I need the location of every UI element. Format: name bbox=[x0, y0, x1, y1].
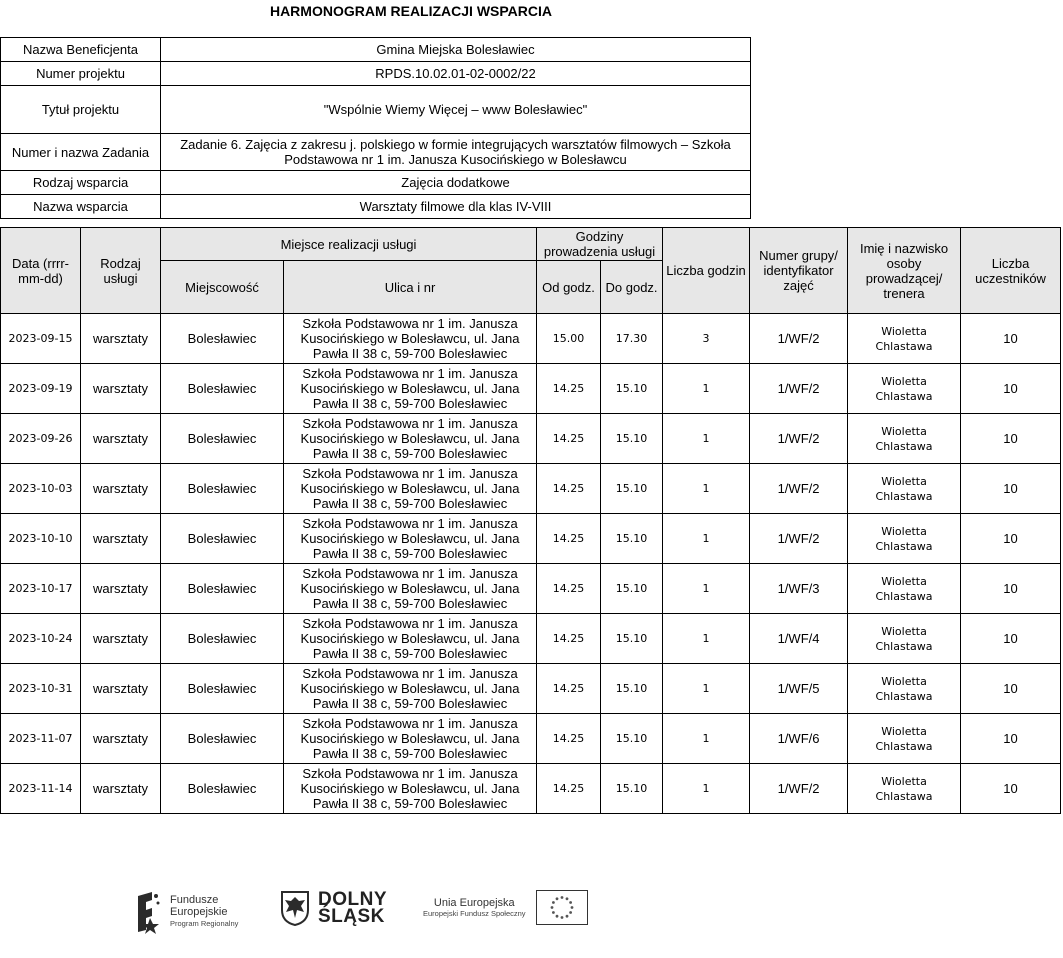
row-group: 1/WF/2 bbox=[750, 414, 848, 464]
info-value: Zadanie 6. Zajęcia z zakresu j. polskiego w formie integrujących warsztatów filmowych – Szkoła Podstawowa nr 1 im. Janusza Kusocińskiego w Bolesławcu bbox=[161, 134, 751, 171]
row-from: 14.25 bbox=[537, 614, 601, 664]
header-type: Rodzaj usługi bbox=[81, 228, 161, 314]
row-street: Szkoła Podstawowa nr 1 im. Janusza Kusocińskiego w Bolesławcu, ul. Jana Pawła II 38 c, 59-700 Bolesławiec bbox=[284, 314, 537, 364]
row-date: 2023-11-14 bbox=[1, 764, 81, 814]
row-street: Szkoła Podstawowa nr 1 im. Janusza Kusocińskiego w Bolesławcu, ul. Jana Pawła II 38 c, 59-700 Bolesławiec bbox=[284, 614, 537, 664]
row-city: Bolesławiec bbox=[161, 614, 284, 664]
table-row bbox=[1, 664, 1061, 714]
table-row bbox=[1, 314, 1061, 364]
header-to: Do godz. bbox=[601, 261, 663, 314]
row-group: 1/WF/2 bbox=[750, 764, 848, 814]
table-row bbox=[1, 514, 1061, 564]
row-city: Bolesławiec bbox=[161, 664, 284, 714]
ds-line2: ŚLĄSK bbox=[318, 906, 385, 927]
row-from: 14.25 bbox=[537, 364, 601, 414]
row-hours: 1 bbox=[663, 514, 750, 564]
row-participants: 10 bbox=[961, 514, 1061, 564]
row-to: 15.10 bbox=[601, 514, 663, 564]
info-value: Zajęcia dodatkowe bbox=[161, 171, 751, 195]
row-group: 1/WF/6 bbox=[750, 714, 848, 764]
row-trainer: Wioletta Chlastawa bbox=[848, 664, 961, 714]
info-label: Rodzaj wsparcia bbox=[1, 171, 161, 195]
project-info-table bbox=[0, 37, 751, 219]
row-from: 14.25 bbox=[537, 714, 601, 764]
row-type: warsztaty bbox=[81, 614, 161, 664]
header-count-hours: Liczba godzin bbox=[663, 228, 750, 314]
row-hours: 1 bbox=[663, 664, 750, 714]
row-trainer: Wioletta Chlastawa bbox=[848, 364, 961, 414]
row-to: 15.10 bbox=[601, 464, 663, 514]
footer-logos bbox=[0, 890, 1063, 940]
row-city: Bolesławiec bbox=[161, 564, 284, 614]
row-from: 14.25 bbox=[537, 664, 601, 714]
row-participants: 10 bbox=[961, 664, 1061, 714]
header-place: Miejsce realizacji usługi bbox=[161, 228, 537, 261]
row-hours: 3 bbox=[663, 314, 750, 364]
row-hours: 1 bbox=[663, 414, 750, 464]
page-title: HARMONOGRAM REALIZACJI WSPARCIA bbox=[269, 3, 553, 19]
fe-logo bbox=[136, 890, 238, 934]
table-row bbox=[1, 464, 1061, 514]
row-date: 2023-10-03 bbox=[1, 464, 81, 514]
row-hours: 1 bbox=[663, 714, 750, 764]
row-date: 2023-10-31 bbox=[1, 664, 81, 714]
row-from: 15.00 bbox=[537, 314, 601, 364]
row-city: Bolesławiec bbox=[161, 714, 284, 764]
eu-flag-icon bbox=[536, 890, 588, 925]
row-from: 14.25 bbox=[537, 464, 601, 514]
row-to: 15.10 bbox=[601, 764, 663, 814]
row-hours: 1 bbox=[663, 564, 750, 614]
row-date: 2023-09-19 bbox=[1, 364, 81, 414]
info-label: Tytuł projektu bbox=[1, 86, 161, 134]
info-row bbox=[1, 171, 751, 195]
row-participants: 10 bbox=[961, 614, 1061, 664]
fe-line1: Fundusze bbox=[170, 894, 219, 906]
info-row bbox=[1, 134, 751, 171]
ue-logo bbox=[423, 890, 588, 925]
row-group: 1/WF/2 bbox=[750, 314, 848, 364]
row-date: 2023-10-24 bbox=[1, 614, 81, 664]
row-to: 17.30 bbox=[601, 314, 663, 364]
row-street: Szkoła Podstawowa nr 1 im. Janusza Kusocińskiego w Bolesławcu, ul. Jana Pawła II 38 c, 59-700 Bolesławiec bbox=[284, 514, 537, 564]
ue-sub: Europejski Fundusz Społeczny bbox=[423, 909, 526, 918]
ds-line1: DOLNY bbox=[318, 889, 387, 910]
schedule-table bbox=[0, 227, 1061, 814]
row-type: warsztaty bbox=[81, 364, 161, 414]
row-city: Bolesławiec bbox=[161, 514, 284, 564]
info-row bbox=[1, 62, 751, 86]
row-type: warsztaty bbox=[81, 514, 161, 564]
row-trainer: Wioletta Chlastawa bbox=[848, 714, 961, 764]
table-row bbox=[1, 414, 1061, 464]
row-from: 14.25 bbox=[537, 414, 601, 464]
info-label: Numer projektu bbox=[1, 62, 161, 86]
info-label: Nazwa Beneficjenta bbox=[1, 38, 161, 62]
row-participants: 10 bbox=[961, 564, 1061, 614]
row-city: Bolesławiec bbox=[161, 764, 284, 814]
info-row bbox=[1, 86, 751, 134]
header-date: Data (rrrr-mm-dd) bbox=[1, 228, 81, 314]
row-group: 1/WF/5 bbox=[750, 664, 848, 714]
row-group: 1/WF/2 bbox=[750, 514, 848, 564]
fe-line2: Europejskie bbox=[170, 906, 228, 918]
row-trainer: Wioletta Chlastawa bbox=[848, 564, 961, 614]
table-row bbox=[1, 614, 1061, 664]
table-row bbox=[1, 714, 1061, 764]
row-participants: 10 bbox=[961, 464, 1061, 514]
row-participants: 10 bbox=[961, 314, 1061, 364]
fe-star-icon bbox=[136, 890, 160, 934]
row-trainer: Wioletta Chlastawa bbox=[848, 764, 961, 814]
row-street: Szkoła Podstawowa nr 1 im. Janusza Kusocińskiego w Bolesławcu, ul. Jana Pawła II 38 c, 59-700 Bolesławiec bbox=[284, 664, 537, 714]
row-date: 2023-10-17 bbox=[1, 564, 81, 614]
header-trainer: Imię i nazwisko osoby prowadzącej/ trenera bbox=[848, 228, 961, 314]
header-hours: Godziny prowadzenia usługi bbox=[537, 228, 663, 261]
row-from: 14.25 bbox=[537, 764, 601, 814]
row-city: Bolesławiec bbox=[161, 364, 284, 414]
row-trainer: Wioletta Chlastawa bbox=[848, 314, 961, 364]
row-date: 2023-09-26 bbox=[1, 414, 81, 464]
ue-main: Unia Europejska bbox=[433, 897, 515, 909]
row-city: Bolesławiec bbox=[161, 314, 284, 364]
row-participants: 10 bbox=[961, 714, 1061, 764]
row-to: 15.10 bbox=[601, 364, 663, 414]
row-group: 1/WF/2 bbox=[750, 364, 848, 414]
row-trainer: Wioletta Chlastawa bbox=[848, 464, 961, 514]
table-row bbox=[1, 764, 1061, 814]
row-group: 1/WF/3 bbox=[750, 564, 848, 614]
row-from: 14.25 bbox=[537, 514, 601, 564]
row-city: Bolesławiec bbox=[161, 414, 284, 464]
row-to: 15.10 bbox=[601, 414, 663, 464]
row-hours: 1 bbox=[663, 764, 750, 814]
info-label: Nazwa wsparcia bbox=[1, 195, 161, 219]
row-to: 15.10 bbox=[601, 614, 663, 664]
table-row bbox=[1, 564, 1061, 614]
row-date: 2023-10-10 bbox=[1, 514, 81, 564]
row-date: 2023-09-15 bbox=[1, 314, 81, 364]
row-hours: 1 bbox=[663, 464, 750, 514]
row-from: 14.25 bbox=[537, 564, 601, 614]
header-from: Od godz. bbox=[537, 261, 601, 314]
row-date: 2023-11-07 bbox=[1, 714, 81, 764]
header-street: Ulica i nr bbox=[284, 261, 537, 314]
row-street: Szkoła Podstawowa nr 1 im. Janusza Kusocińskiego w Bolesławcu, ul. Jana Pawła II 38 c, 59-700 Bolesławiec bbox=[284, 364, 537, 414]
fe-sub: Program Regionalny bbox=[170, 919, 239, 928]
row-to: 15.10 bbox=[601, 714, 663, 764]
row-participants: 10 bbox=[961, 414, 1061, 464]
ds-logo bbox=[280, 890, 387, 926]
row-trainer: Wioletta Chlastawa bbox=[848, 414, 961, 464]
row-group: 1/WF/4 bbox=[750, 614, 848, 664]
row-street: Szkoła Podstawowa nr 1 im. Janusza Kusocińskiego w Bolesławcu, ul. Jana Pawła II 38 c, 59-700 Bolesławiec bbox=[284, 564, 537, 614]
info-row bbox=[1, 38, 751, 62]
row-street: Szkoła Podstawowa nr 1 im. Janusza Kusocińskiego w Bolesławcu, ul. Jana Pawła II 38 c, 59-700 Bolesławiec bbox=[284, 414, 537, 464]
row-trainer: Wioletta Chlastawa bbox=[848, 514, 961, 564]
info-value: Gmina Miejska Bolesławiec bbox=[161, 38, 751, 62]
header-group: Numer grupy/ identyfikator zajęć bbox=[750, 228, 848, 314]
row-type: warsztaty bbox=[81, 714, 161, 764]
row-trainer: Wioletta Chlastawa bbox=[848, 614, 961, 664]
row-street: Szkoła Podstawowa nr 1 im. Janusza Kusocińskiego w Bolesławcu, ul. Jana Pawła II 38 c, 59-700 Bolesławiec bbox=[284, 714, 537, 764]
table-row bbox=[1, 364, 1061, 414]
row-hours: 1 bbox=[663, 614, 750, 664]
row-type: warsztaty bbox=[81, 414, 161, 464]
row-street: Szkoła Podstawowa nr 1 im. Janusza Kusocińskiego w Bolesławcu, ul. Jana Pawła II 38 c, 59-700 Bolesławiec bbox=[284, 464, 537, 514]
row-participants: 10 bbox=[961, 764, 1061, 814]
info-value: Warsztaty filmowe dla klas IV-VIII bbox=[161, 195, 751, 219]
row-type: warsztaty bbox=[81, 314, 161, 364]
row-to: 15.10 bbox=[601, 664, 663, 714]
info-value: RPDS.10.02.01-02-0002/22 bbox=[161, 62, 751, 86]
row-type: warsztaty bbox=[81, 564, 161, 614]
row-group: 1/WF/2 bbox=[750, 464, 848, 514]
row-participants: 10 bbox=[961, 364, 1061, 414]
header-city: Miejscowość bbox=[161, 261, 284, 314]
info-label: Numer i nazwa Zadania bbox=[1, 134, 161, 171]
header-participants: Liczba uczestników bbox=[961, 228, 1061, 314]
row-type: warsztaty bbox=[81, 464, 161, 514]
row-city: Bolesławiec bbox=[161, 464, 284, 514]
row-type: warsztaty bbox=[81, 764, 161, 814]
row-to: 15.10 bbox=[601, 564, 663, 614]
info-row bbox=[1, 195, 751, 219]
row-hours: 1 bbox=[663, 364, 750, 414]
row-street: Szkoła Podstawowa nr 1 im. Janusza Kusocińskiego w Bolesławcu, ul. Jana Pawła II 38 c, 59-700 Bolesławiec bbox=[284, 764, 537, 814]
row-type: warsztaty bbox=[81, 664, 161, 714]
silesian-eagle-icon bbox=[280, 890, 310, 926]
info-value: "Wspólnie Wiemy Więcej – www Bolesławiec" bbox=[161, 86, 751, 134]
